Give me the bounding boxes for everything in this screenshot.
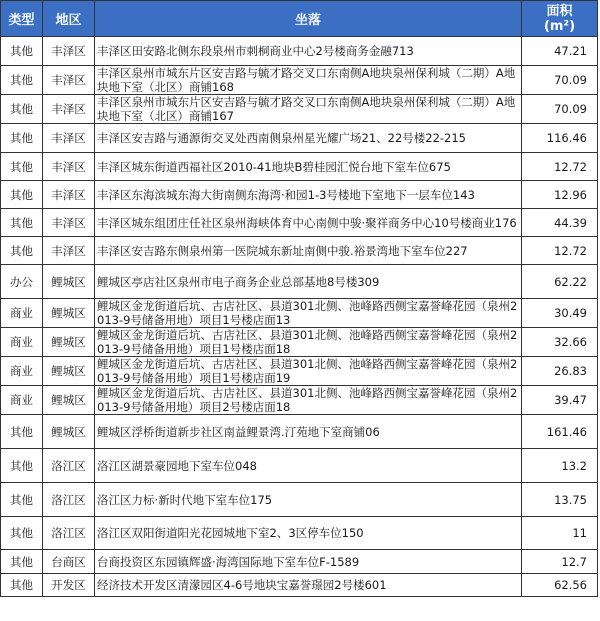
cell-type: 商业	[1, 357, 43, 386]
cell-area: 12.72	[522, 153, 598, 181]
cell-type: 其他	[1, 209, 43, 237]
header-area-label: 面积	[546, 3, 573, 19]
cell-area: 161.46	[522, 415, 598, 449]
header-address: 坐落	[95, 1, 522, 37]
cell-address: 洛江区双阳街道阳光花园城地下室2、3区停车位150	[95, 517, 522, 550]
header-district: 地区	[43, 1, 95, 37]
table-row	[1, 386, 598, 415]
cell-district: 丰泽区	[43, 181, 95, 209]
cell-address: 丰泽区城东街道西福社区2010-41地块B碧桂园汇悦台地下室车位675	[95, 153, 522, 181]
cell-area: 26.83	[522, 357, 598, 386]
cell-area: 39.47	[522, 386, 598, 415]
table-row	[1, 37, 598, 66]
cell-address: 洛江区力标·新时代地下室车位175	[95, 483, 522, 517]
cell-address: 鲤城区浮桥街道新步社区南益鲤景湾.汀苑地下室商铺06	[95, 415, 522, 449]
cell-area: 116.46	[522, 124, 598, 153]
cell-type: 其他	[1, 574, 43, 597]
cell-area: 62.22	[522, 265, 598, 299]
table-row	[1, 550, 598, 574]
table-row	[1, 299, 598, 328]
cell-type: 其他	[1, 449, 43, 483]
cell-address: 丰泽区田安路北侧东段泉州市刺桐商业中心2号楼商务金融713	[95, 37, 522, 66]
table-header-row	[1, 1, 598, 37]
cell-address: 台商投资区东园镇辉盛·海湾国际地下室车位F-1589	[95, 550, 522, 574]
cell-district: 洛江区	[43, 483, 95, 517]
cell-area: 47.21	[522, 37, 598, 66]
cell-type: 其他	[1, 66, 43, 95]
cell-type: 其他	[1, 517, 43, 550]
table-row	[1, 153, 598, 181]
cell-district: 丰泽区	[43, 37, 95, 66]
cell-address: 鲤城区金龙街道后坑、古店社区、县道301北侧、池峰路西侧宝嘉誉峰花园（泉州2013-9号储备用地）项目2号楼店面18	[95, 386, 522, 415]
cell-type: 商业	[1, 299, 43, 328]
cell-area: 13.75	[522, 483, 598, 517]
header-area	[522, 1, 598, 37]
cell-type: 其他	[1, 237, 43, 265]
cell-area: 70.09	[522, 95, 598, 124]
cell-type: 其他	[1, 550, 43, 574]
cell-address: 丰泽区泉州市城东片区安吉路与毓才路交叉口东南侧A地块泉州保利城（二期）A地块地下室（北区）商铺167	[95, 95, 522, 124]
header-type: 类型	[1, 1, 43, 37]
cell-district: 丰泽区	[43, 237, 95, 265]
cell-district: 洛江区	[43, 449, 95, 483]
cell-district: 丰泽区	[43, 124, 95, 153]
cell-area: 44.39	[522, 209, 598, 237]
table-row	[1, 95, 598, 124]
cell-area: 32.66	[522, 328, 598, 357]
cell-type: 其他	[1, 95, 43, 124]
cell-address: 洛江区湖景豪园地下室车位048	[95, 449, 522, 483]
cell-type: 其他	[1, 483, 43, 517]
table-row	[1, 574, 598, 597]
cell-area: 62.56	[522, 574, 598, 597]
cell-district: 鲤城区	[43, 328, 95, 357]
cell-district: 鲤城区	[43, 265, 95, 299]
cell-area: 12.7	[522, 550, 598, 574]
cell-district: 丰泽区	[43, 209, 95, 237]
cell-district: 鲤城区	[43, 357, 95, 386]
cell-address: 鲤城区亭店社区泉州市电子商务企业总部基地8号楼309	[95, 265, 522, 299]
cell-area: 11	[522, 517, 598, 550]
table-row	[1, 357, 598, 386]
cell-district: 开发区	[43, 574, 95, 597]
cell-type: 其他	[1, 124, 43, 153]
table-row	[1, 483, 598, 517]
table-row	[1, 66, 598, 95]
table-body	[1, 37, 598, 597]
cell-address: 丰泽区城东组团庄任社区泉州海峡体育中心南侧中骏·聚祥商务中心10号楼商业176	[95, 209, 522, 237]
cell-type: 其他	[1, 181, 43, 209]
cell-area: 70.09	[522, 66, 598, 95]
cell-type: 商业	[1, 386, 43, 415]
cell-type: 商业	[1, 328, 43, 357]
cell-district: 丰泽区	[43, 66, 95, 95]
cell-area: 12.72	[522, 237, 598, 265]
cell-address: 鲤城区金龙街道后坑、古店社区、县道301北侧、池峰路西侧宝嘉誉峰花园（泉州2013-9号储备用地）项目1号楼店面18	[95, 328, 522, 357]
cell-district: 鲤城区	[43, 386, 95, 415]
table-row	[1, 449, 598, 483]
cell-district: 鲤城区	[43, 415, 95, 449]
cell-address: 丰泽区安吉路东侧泉州第一医院城东新址南侧中骏.裕景湾地下室车位227	[95, 237, 522, 265]
cell-type: 其他	[1, 153, 43, 181]
cell-address: 鲤城区金龙街道后坑、古店社区、县道301北侧、池峰路西侧宝嘉誉峰花园（泉州2013-9号储备用地）项目1号楼店面13	[95, 299, 522, 328]
table-row	[1, 328, 598, 357]
table-row	[1, 415, 598, 449]
table-row	[1, 517, 598, 550]
cell-area: 13.2	[522, 449, 598, 483]
cell-district: 丰泽区	[43, 95, 95, 124]
table-row	[1, 237, 598, 265]
cell-address: 丰泽区东海滨城东海大街南侧东海湾·和园1-3号楼地下室地下一层车位143	[95, 181, 522, 209]
cell-district: 洛江区	[43, 517, 95, 550]
table-row	[1, 265, 598, 299]
table-row	[1, 124, 598, 153]
cell-address: 经济技术开发区清濛园区4-6号地块宝嘉誉璟园2号楼601	[95, 574, 522, 597]
cell-address: 丰泽区泉州市城东片区安吉路与毓才路交叉口东南侧A地块泉州保利城（二期）A地块地下室（北区）商铺168	[95, 66, 522, 95]
cell-address: 鲤城区金龙街道后坑、古店社区、县道301北侧、池峰路西侧宝嘉誉峰花园（泉州2013-9号储备用地）项目1号楼店面19	[95, 357, 522, 386]
cell-address: 丰泽区安吉路与通源街交叉处西南侧泉州星光耀广场21、22号楼22-215	[95, 124, 522, 153]
cell-district: 鲤城区	[43, 299, 95, 328]
table-row	[1, 181, 598, 209]
cell-type: 办公	[1, 265, 43, 299]
cell-area: 12.96	[522, 181, 598, 209]
cell-district: 丰泽区	[43, 153, 95, 181]
header-area-unit: (m²)	[543, 18, 576, 34]
cell-area: 30.49	[522, 299, 598, 328]
table-row	[1, 209, 598, 237]
cell-type: 其他	[1, 415, 43, 449]
cell-type: 其他	[1, 37, 43, 66]
cell-district: 台商区	[43, 550, 95, 574]
